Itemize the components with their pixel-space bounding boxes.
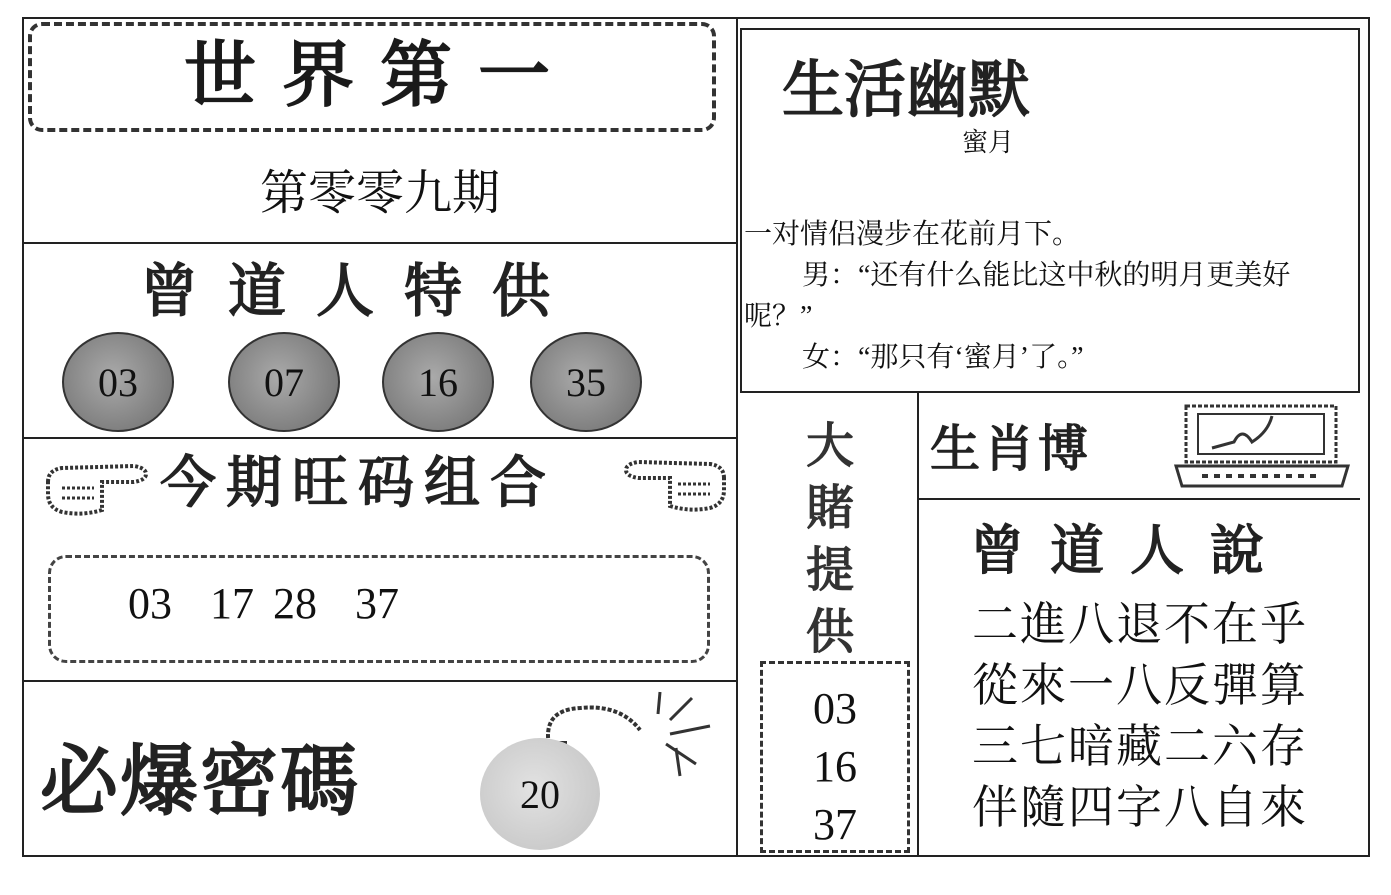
pointing-hand-left-icon xyxy=(620,448,730,518)
vertical-char: 大 xyxy=(805,418,854,474)
humor-subtitle: 蜜月 xyxy=(962,128,1015,158)
center-divider xyxy=(736,17,738,857)
vertical-char: 供 xyxy=(805,604,854,660)
number-ball: 35 xyxy=(530,332,642,432)
provider-heading: 曾道人特供 xyxy=(140,257,581,325)
divider xyxy=(917,393,919,857)
pointing-hand-right-icon xyxy=(42,452,152,522)
story-line: 女：“那只有‘蜜月’了。” xyxy=(802,342,1084,373)
poem-line: 三七暗藏二六存 xyxy=(972,719,1308,773)
zodiac-title: 生肖博 xyxy=(930,419,1092,478)
vertical-char: 提 xyxy=(805,542,854,598)
saying-title: 曾道人說 xyxy=(970,518,1290,582)
vertical-number: 03 xyxy=(813,684,857,733)
story-line: 男：“还有什么能比这中秋的明月更美好 xyxy=(802,260,1291,291)
divider xyxy=(22,437,736,439)
poem-line: 二進八退不在乎 xyxy=(972,597,1308,651)
vertical-number: 37 xyxy=(813,800,857,849)
poem-line: 從來一八反彈算 xyxy=(972,658,1308,712)
number-ball: 16 xyxy=(382,332,494,432)
humor-title: 生活幽默 xyxy=(782,53,1031,126)
number-ball: 07 xyxy=(228,332,340,432)
burst-number: 20 xyxy=(480,738,600,850)
story-line: 呢？” xyxy=(744,301,813,332)
combo-heading: 今期旺码组合 xyxy=(160,450,556,516)
divider xyxy=(22,680,736,682)
number-ball: 03 xyxy=(62,332,174,432)
computer-icon xyxy=(1172,402,1352,490)
story-line: 一对情侣漫步在花前月下。 xyxy=(744,219,1081,250)
issue-number: 第零零九期 xyxy=(259,165,500,221)
vertical-provider-text xyxy=(770,415,890,661)
burst-heading: 必爆密碼 xyxy=(40,736,361,827)
divider xyxy=(917,498,1360,500)
divider xyxy=(22,242,736,244)
poem-line: 伴隨四字八自來 xyxy=(972,780,1308,834)
combo-numbers: 03 17 28 37 xyxy=(128,579,399,628)
vertical-number: 16 xyxy=(813,742,857,791)
vertical-char: 賭 xyxy=(805,480,854,536)
page-title: 世界第一 xyxy=(183,32,576,117)
